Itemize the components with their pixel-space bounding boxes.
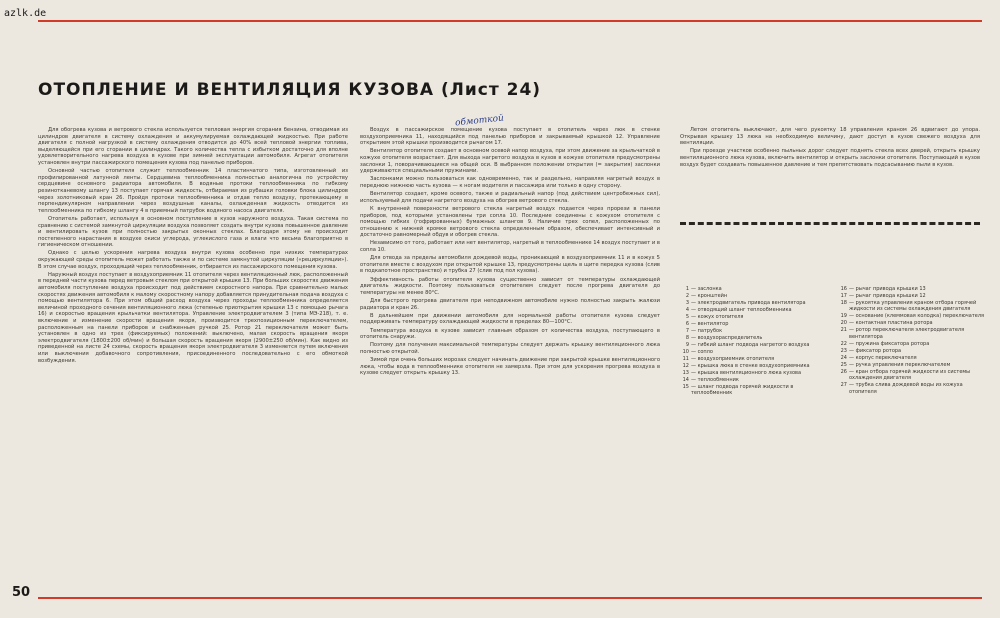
legend-number: 18 (840, 300, 847, 306)
legend-left (680, 286, 830, 397)
legend-item (838, 300, 986, 313)
legend-number: 11 (682, 356, 689, 362)
page-number: 50 (12, 585, 31, 600)
legend-label: — рукоятка управления краном отбора горячей жидкости из системы охлаждения двигателя (849, 300, 977, 313)
middle-text-column (360, 127, 660, 437)
legend-label: — фиксатор ротора (849, 347, 902, 354)
legend-number: 16 (840, 286, 847, 292)
legend-item (838, 369, 986, 382)
legend-number: 8 (685, 335, 689, 341)
legend-label: — воздухораспределитель (691, 335, 763, 341)
legend-number: 15 (682, 384, 689, 390)
paragraph: Летом отопитель выключают, для чего рукоятку 18 управления краном 26 вдвигают до упора. Открывая крышку 13 люка на необходимую величину, дают доступ в кузов свежего воздуха для вентиляции. (680, 127, 980, 147)
legend-label: — трубка слива дождевой воды из кожуха отопителя (849, 382, 963, 395)
legend-item (680, 356, 830, 362)
legend-label: — пружина фиксатора ротора (849, 340, 930, 347)
legend-number: 26 (840, 368, 847, 375)
legend-label: — гибкий шланг подвода нагретого воздуха (691, 342, 810, 348)
legend-item (838, 313, 986, 319)
legend-label: — кронштейн (691, 293, 728, 299)
legend-number: 17 (840, 293, 847, 299)
legend-label: — сопло (691, 349, 713, 355)
legend-item (838, 341, 986, 347)
legend-item (680, 300, 830, 306)
legend-label: — отводящий шланг теплообменника (691, 307, 792, 313)
legend-label: — контактная пластина ротора (849, 320, 933, 327)
legend-label: — крышка вентиляционного люка кузова (691, 370, 802, 376)
legend-item (680, 314, 830, 320)
paragraph: Эффективность работы отопителя кузова существенно зависит от температуры охлаждающей двигатель жидкости. Поэтому пользоваться отопителем следует после прогрева двигателя до температуры не менее 80°C. (360, 276, 660, 296)
paragraph: Для быстрого прогрева двигателя при неподвижном автомобиле нужно полностью закрыть жалюзи радиатора и кран 26. (360, 298, 660, 311)
paragraph: При проезде участков особенно пыльных дорог следует поднять стекла всех дверей, открыть крышку вентиляционного люка кузова, включить вентилятор и открыть заслонки отопителя. Поступающий в кузов воздух будет создавать повышенное давление и тем препятствовать подсасыванию пыли в кузов. (680, 148, 980, 168)
legend-label: — электродвигатель привода вентилятора (691, 300, 806, 306)
legend-label: — кожух отопителя (691, 314, 744, 320)
paragraph: К внутренней поверхности ветрового стекла нагретый воздух подается через прорези в панели приборов, под которыми установлены три сопла 10. Последние соединены с кожухом отопителя с помощью гибких (гофрированных) бумажных шлангов 9. Наличие трех сопел, расположенных по отношению к нижней кромке ветрового стекла определенным образом, обеспечивает интенсивный и достаточно равномерный обдув и обогрев стекла. (360, 205, 660, 239)
legend-item (680, 307, 830, 313)
paragraph: Для отвода за пределы автомобиля дождевой воды, проникающей в воздухоприемник 11 и в кожух 5 отопителя вместе с воздухом при открытой крышке 13, предусмотрены щель в щите передка кузова (слив в подкапотное пространство) и трубка 27 (слив под пол кузова). (360, 255, 660, 275)
legend-item (838, 355, 986, 361)
legend-item (838, 362, 986, 368)
paragraph: Зимой при очень больших морозах следует начинать движение при закрытой крышке вентиляционного люка, чтобы вода в теплообменнике отопителя не замерзла. При этом для ускорения прогрева воздуха в кузове следует открыть крышку 13. (360, 357, 660, 377)
legend-item (838, 348, 986, 354)
legend-number: 2 (685, 293, 689, 299)
legend-item (680, 363, 830, 369)
paragraph: Для обогрева кузова и ветрового стекла используется тепловая энергия сгорания бензина, отводимая из цилиндров двигателя в систему охлаждения и аккумулируемая охлаждающей жидкостью. При работе двигателя с полной нагрузкой в систему охлаждения отводится до 40% всей тепловой энергии топлива, выделяющейся при его сгорании в цилиндрах. Такого количества тепла с избытком достаточно для вполне удовлетворительного нагрева воздуха в кузове при зимней эксплуатации автомобиля. Агрегат отопителя установлен внутри пассажирского помещения кузова под панелью приборов. (38, 127, 348, 166)
paragraph: Поэтому для получения максимальной температуры следует держать крышку вентиляционного люка полностью открытой. (360, 342, 660, 355)
legend-number: 4 (685, 307, 689, 313)
legend-number: 10 (682, 349, 689, 355)
legend-item (680, 370, 830, 376)
handwritten-note: обмоткой (454, 113, 505, 129)
legend-right (838, 286, 986, 396)
paragraph: Основной частью отопителя служит теплообменник 14 пластинчатого типа, изготовленный из профилированной латунной ленты. Сердцевина теплообменника полностью аналогична по устройству сердцевине основного радиатора автомобиля. В водяные протоки теплообменника по гибкому резинотканевому шлангу 13 поступает горячая жидкость, отбираемая из рубашки головки блока цилиндров через золотниковый кран 26. Пройдя протоки теплообменника и отдав тепло воздуху, протекающему в перпендикулярном направлении через воздушные каналы, охлажденная жидкость отводится из теплообменника по гибкому шлангу 4 в приемный патрубок водяного насоса двигателя. (38, 168, 348, 214)
paragraph: Вентилятор отопителя создает в основном осевой напор воздуха, при этом движение за крыльчаткой в кожухе отопителя возрастает. Для выхода нагретого воздуха в кузов в кожухе отопителя предусмотрены заслонки 1, поворачивающиеся на общей оси. В выбранном положении открытия (= закрытия) заслонки удерживаются специальными пружинами. (360, 148, 660, 175)
legend-number: 6 (685, 321, 689, 327)
legend-number: 27 (840, 382, 847, 389)
legend-item (680, 349, 830, 355)
legend-number: 23 (840, 347, 847, 354)
legend-item (680, 321, 830, 327)
legend-number: 5 (685, 314, 689, 320)
legend-number: 20 (840, 320, 847, 327)
paragraph: Наружный воздух поступает в воздухоприемник 11 отопителя через вентиляционный люк, расположенный в передней части кузова перед ветровым стеклом при открытой крышке 13. При больших скоростях движения автомобиля поступление воздуха происходит под действием скоростного напора. При сравнительно малых скоростях движения автомобиля к малому скоростному напору добавляется принудительная подача воздуха с помощью вентилятора 6. При этом общий расход воздуха через проходы теплообменника определяется величиной проходного сечения вентиляционного люка (степенью приоткрытия крышки 13 с помощью рычага 16) и скоростью вращения крыльчатки вентилятора. Управление электродвигателем 3 (типа МЭ-218), т. е. включение и изменение скорости вращения якоря, производится трехпозиционным переключателем, расположенным на панели приборов и снабженным ручкой 25. Ротор 21 переключателя может быть установлен в одно из трех (фиксируемых) положений: выключено, малая скорость вращения якоря электродвигателя (1800±200 об/мин) и большая скорость вращения якоря (2900±250 об/мин). Как видно из приведенной на листе 24 схемы, скорость вращения якоря электродвигателя 3 изменяется путем включения или выключения добавочного сопротивления, присоединенного последовательно с его обмоткой возбуждения. (38, 271, 348, 364)
legend-item (680, 328, 830, 334)
legend-label: — кран отбора горячей жидкости из системы охлаждения двигателя (849, 368, 971, 382)
paragraph: Вентилятор создает, кроме осевого, также и радиальный напор (под действием центробежных сил), используемый для подачи нагретого воздуха на обогрев ветрового стекла. (360, 191, 660, 204)
legend-item (838, 382, 986, 395)
right-text-column (680, 127, 980, 172)
legend-label: — рычаг привода крышки 12 (849, 293, 926, 299)
legend-label: — теплообменник (691, 377, 739, 383)
legend-number: 22 (840, 340, 847, 347)
bottom-red-rule (38, 597, 982, 599)
paragraph: Отопитель работает, используя в основном поступление в кузов наружного воздуха. Такая система по сравнению с системой замкнутой циркуляции воздуха позволяет создать внутри кузова повышенное давление и вентилировать кузов при полностью закрытых оконных стеклах. Благодаря этому не происходит постепенного нарастания в воздухе окиси углерода, углекислого газа и влаги что весьма благоприятно в гигиеническом отношении. (38, 215, 348, 249)
legend-label: — заслонка (691, 286, 722, 292)
legend-number: 21 (840, 327, 847, 334)
legend-item (838, 286, 986, 292)
legend-item (680, 342, 830, 348)
legend-number: 1 (685, 286, 689, 292)
paragraph: Независимо от того, работает или нет вентилятор, нагретый в теплообменнике 14 воздух поступает и в сопла 10. (360, 240, 660, 254)
legend-label: — ручка управления переключателем (849, 361, 951, 368)
legend-label: — воздухоприемник отопителя (691, 356, 775, 362)
legend-label: — основание (клеммовая колодка) переключателя (849, 313, 985, 320)
left-text-column (38, 127, 348, 547)
legend-number: 13 (682, 370, 689, 376)
paragraph: В дальнейшем при движении автомобиля для нормальной работы отопителя кузова следует поддерживать температуру охлаждающей жидкости в пределах 80—100°C. (360, 312, 660, 326)
legend-item (680, 384, 830, 397)
legend-label: — патрубок (691, 328, 723, 334)
legend-label: — рычаг привода крышки 13 (849, 286, 926, 292)
legend-label: — шланг подвода горячей жидкости в теплообменник (691, 384, 794, 397)
legend-item (680, 335, 830, 341)
site-watermark: azlk.de (4, 8, 47, 19)
page-title: ОТОПЛЕНИЕ И ВЕНТИЛЯЦИЯ КУЗОВА (Лист 24) (38, 80, 542, 100)
legend-item (838, 327, 986, 340)
legend-item (680, 377, 830, 383)
top-red-rule (38, 20, 982, 22)
legend-item (680, 293, 830, 299)
legend-item (680, 286, 830, 292)
legend-label: — вентилятор (691, 321, 729, 327)
legend-number: 14 (682, 377, 689, 383)
legend-number: 7 (685, 328, 689, 334)
legend-number: 19 (840, 313, 847, 320)
legend-number: 12 (682, 363, 689, 369)
legend-number: 25 (840, 361, 847, 368)
paragraph: Заслонками можно пользоваться как одновременно, так и раздельно, направляя нагретый воздух в переднюю нижнюю часть кузова — к ногам водителя и пассажира или только в одну сторону. (360, 176, 660, 189)
legend-label: — крышка люка в стенке воздухоприемника (691, 363, 810, 369)
legend-item (838, 293, 986, 299)
dashed-separator (680, 222, 980, 225)
legend-number: 3 (685, 300, 689, 306)
paragraph: Однако с целью ускорения нагрева воздуха внутри кузова особенно при низких температурах окружающей среды отопитель может работать также и по системе замкнутой циркуляции («рециркуляции»). В этом случае воздух, проходящий через теплообменник, отбирается из пассажирского помещения кузова. (38, 250, 348, 270)
legend-label: — ротор переключателя электродвигателя вентилятора (849, 327, 965, 340)
legend-item (838, 320, 986, 326)
legend-number: 9 (685, 342, 689, 348)
legend-number: 24 (840, 354, 847, 361)
legend-label: — корпус переключателя (849, 354, 917, 361)
paragraph: Воздух в пассажирское помещение кузова поступает в отопитель через люк в стенке воздухоприемника 11, находящийся под панелью приборов и закрываемый крышкой 12. Управление открытием этой крышки производится рычагом 17. (360, 127, 660, 147)
paragraph: Температура воздуха в кузове зависит главным образом от количества воздуха, поступающего в отопитель снаружи. (360, 327, 660, 341)
